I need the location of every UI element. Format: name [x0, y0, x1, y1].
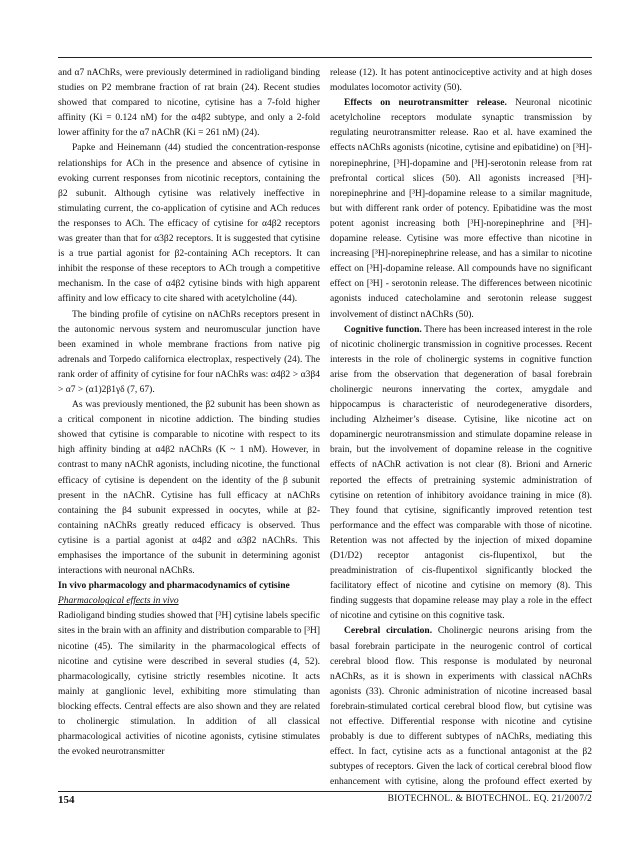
paragraph-text: Cholinergic neurons arising from the basal forebrain participate in the neurogenic control of cortical cerebral blood flow. This response is modulated by neuronal nAChRs, as it is shown in experiments with classical nAChRs agonists (33). Chronic administration of nicotine increased basal forebrain-stimulated cortical cerebral blood flow, but cytisine was not effective. Differential response with nicotine and cytisine probably is due to different subtypes of nAChRs, mediating this effect. In fact, cytisine acts as a functional antagonist at the β2 subtypes of receptors. Given the lack of cortical cerebral blood flow enhancement with cytisine, along the profound effect exerted by	[330, 626, 592, 788]
left-column	[58, 66, 320, 788]
paragraph: release (12). It has potent antinociceptive activity and at high doses modulates locomotor activity (50).	[330, 68, 592, 94]
paragraph: Papke and Heinemann (44) studied the concentration-response relationships for ACh in the presence and absence of cytisine in evoking current responses from nicotinic receptors, containing the β2 subunit. Although cytisine was relatively ineffective in stimulating current, the co-application of cytisine and ACh reduces the responses to ACh. The efficacy of cytisine for α4β2 receptors was greater than that for α3β2 receptors. It is suggested that cytisine is a true partial agonist for β2-containing ACh receptors. It can inhibit the response of these receptors to ACh trough a competitive mechanism. In the case of α4β2 cytisine binds with high apparent affinity and low efficacy to cite shared with acetylcholine (44).	[58, 143, 320, 305]
paragraph-text: Neuronal nicotinic acetylcholine receptors modulate synaptic transmission by regulating neurotransmitter release. Rao et al. have examined the effects nAChRs agonists (nicotine, cytisine and epibatidine) on [³H]-norepinephrine, [³H]-dopamine and [³H]-serotonin release from rat prefrontal cortical slices (50). All agonists increased [³H]-norepinephrine and [³H]-dopamine release to a similar magnitude, but with different rank order of potency. Epibatidine was the most potent agonist increasing both [³H]-norepinephrine and [³H]-dopamine release. Cytisine was more effective than nicotine in increasing [³H]-norepinephrine release, and has a similar to nicotine effect on [³H]-dopamine release. All compounds have no significant effect on [³H] - serotonin release. The differences between nicotinic agonists induced catecholamine and serotonin release suggest involvement of distinct nAChRs (50).	[330, 98, 592, 320]
paragraph	[330, 323, 592, 625]
paragraph	[330, 624, 592, 788]
run-in-heading: Effects on neurotransmitter release.	[344, 98, 507, 109]
paragraph: Radioligand binding studies showed that [³H] cytisine labels specific sites in the brain with an affinity and distribution comparable to [³H] nicotine (45). The similarity in the pharmacological effects of nicotine and cytisine were described in several studies (4, 52). pharmacologically, cytisine strictly resembles nicotine. It acts mainly at ganglionic level, exhibiting more stimulating than blocking effects. Central effects are also shown and they are related to cholinergic stimulation. In addition of all classical pharmacological activities of nicotine agonists, cytisine stimulates the evoked neurotransmitter	[58, 611, 320, 758]
run-in-heading: Cerebral circulation.	[344, 626, 433, 637]
footer-rule	[58, 791, 592, 792]
header-rule	[58, 57, 592, 58]
journal-citation: BIOTECHNOL. & BIOTECHNOL. EQ. 21/2007/2	[387, 794, 592, 804]
paragraph	[330, 96, 592, 322]
paragraph: As was previously mentioned, the β2 subunit has been shown as a critical component in nicotine addiction. The binding studies showed that cytisine is comparable to nicotine with respect to its high affinity binding at α4β2 nAChRs (K ~ 1 nM). However, in contrast to many nAChR agonists, including nicotine, the functional efficacy of cytisine is dependent on the identity of the β subunit present in the nAChR. Cytisine has full efficacy at nAChRs containing the β4 subunit expressed in oocytes, while at β2- containing nAChRs greatly reduced efficacy is observed. Thus cytisine is a partial agonist at α4β2 and α3β2 nAChRs. This emphasises the importance of the subunit in determining agonist interactions with neuronal nAChRs.	[58, 400, 320, 577]
paragraph-text: There has been increased interest in the role of nicotinic cholinergic transmission in cognitive processes. Recent interests in the role of cholinergic systems in cognitive function arise from the observation that degeneration of basal forebrain cholinergic neurons innervating the cortex, amygdale and hippocampus is characteristic of neurodegenerative disorders, including Alzheimer’s disease. Cytisine, like nicotine act on dopaminergic neurotransmission and stimulate dopamine release in brain, but the involvement of dopamine release in the cognitive effects of nAChR activation is not clear (8). Brioni and Arneric reported the effects of pretraining systemic administration of cytisine on retention of inhibitory avoidance training in mice (8). They found that cytisine, significantly improved retention test performance and the effect was comparable with those of nicotine. Retention was not affected by the injection of mixed dopamine (D1/D2) receptor antagonist cis-flupentixol, but the preadministration of cis-flupentixol significantly blocked the facilitatory effect of nicotine and cytisine on memory (8). This finding suggests that dopamine release may play a role in the effect of nicotine and cytisine on this cognitive task.	[330, 324, 592, 622]
run-in-heading: Cognitive function.	[344, 324, 422, 335]
page-number: 154	[58, 794, 75, 806]
section-heading: In vivo pharmacology and pharmacodynamics of cytisine	[58, 581, 290, 592]
subsection-heading: Pharmacological effects in vivo	[58, 596, 179, 607]
paragraph: and α7 nAChRs, were previously determined in radioligand binding studies on P2 membrane fraction of rat brain (24). Recent studies showed that compared to nicotine, cytisine has a 7-fold higher affinity (Ki = 0.124 nM) for the α4β2 subtype, and only a 2-fold lower affinity for the α7 nAChR (Ki = 261 nM) (24).	[58, 68, 320, 139]
paragraph: The binding profile of cytisine on nAChRs receptors present in the autonomic nervous system and neuromuscular junction have been examined in whole membrane fractions from native pig adrenals and Torpedo californica electroplax, respectively (24). The rank order of affinity of cytisine for four nAChRs was: α4β2 > α3β4 > α7 > (α1)2β1γδ (7, 67).	[58, 309, 320, 395]
right-column	[330, 66, 592, 788]
